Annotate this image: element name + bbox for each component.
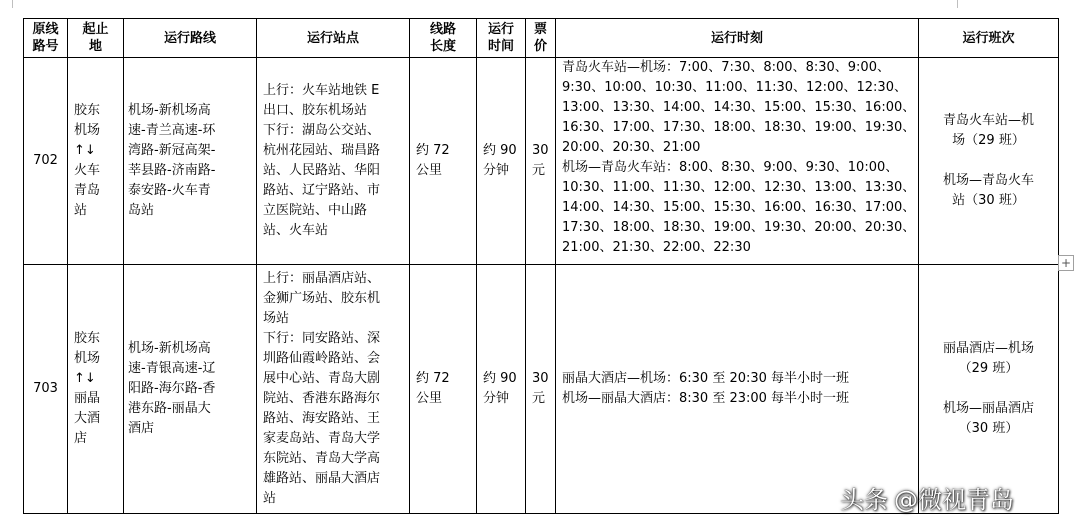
route-duration: 约 90 分钟 [477,265,526,514]
route-endpoints: 胶东 机场 ↑↓ 丽晶 大酒 店 [68,265,124,514]
header-fare: 票 价 [526,19,556,58]
header-schedule: 运行时刻 [556,19,919,58]
corner-mark-left [12,0,13,8]
watermark [840,478,1014,516]
watermark-account: @微视青岛 [894,485,1014,514]
watermark-platform: 头条 [840,485,888,514]
route-trips: 丽晶酒店—机场 （29 班） 机场—丽晶酒店 （30 班） [919,265,1059,514]
table-row [24,265,1059,514]
corner-mark-right [957,0,958,8]
route-duration: 约 90 分钟 [477,58,526,265]
route-fare: 30 元 [526,58,556,265]
header-length: 线路 长度 [410,19,477,58]
route-number: 703 [24,265,68,514]
route-trips: 青岛火车站—机 场（29 班） 机场—青岛火车 站（30 班） [919,58,1059,265]
header-duration: 运行 时间 [477,19,526,58]
header-route-path: 运行路线 [124,19,257,58]
route-path: 机场-新机场高 速-青兰高速-环 湾路-新冠高架- 莘县路-济南路- 泰安路-火车青 岛站 [124,58,257,265]
route-path: 机场-新机场高 速-青银高速-辽 阳路-海尔路-香 港东路-丽晶大 酒店 [124,265,257,514]
header-route-no: 原线 路号 [24,19,68,58]
route-schedule: 青岛火车站—机场：7:00、7:30、8:00、8:30、9:00、 9:30、10:00、10:30、11:00、11:30、12:00、12:30、 13:00、13:30、14:00、14:30、15:00、15:30、16:00、 16:30、17:00、17:30、18:00、18:30、19:00、19:30、 20:00、20:30、21:00 机场—青岛火车站：8:00、8:30、9:00、9:30、10:00、 10:30、11:00、11:30、12:00、12:30、13:00、13:30、 14:00、14:30、15:00、15:30、16:00、16:30、17:00、 17:30、18:00、18:30、19:00、19:30、20:00、20:30、 21:00、21:30、22:00、22:30 [556,58,919,265]
route-schedule: 丽晶大酒店—机场：6:30 至 20:30 每半小时一班 机场—丽晶大酒店：8:30 至 23:00 每半小时一班 [556,265,919,514]
header-trips: 运行班次 [919,19,1059,58]
route-number: 702 [24,58,68,265]
header-stops: 运行站点 [257,19,410,58]
route-stops: 上行：火车站地铁 E 出口、胶东机场站 下行：湖岛公交站、 杭州花园站、瑞昌路 站、人民路站、华阳 路站、辽宁路站、市 立医院站、中山路 站、火车站 [257,58,410,265]
plus-icon[interactable]: + [1058,255,1074,271]
route-length: 约 72 公里 [410,58,477,265]
header-endpoints: 起止 地 [68,19,124,58]
route-stops: 上行：丽晶酒店站、 金狮广场站、胶东机 场站 下行：同安路站、深 圳路仙霞岭路站、会 展中心站、青岛大剧 院站、香港东路海尔 路站、海安路站、王 家麦岛站、青岛大学 东院站、青岛大学高 雄路站、丽晶大酒店 站 [257,265,410,514]
table-row [24,58,1059,265]
bus-route-table [23,18,1059,514]
route-endpoints: 胶东 机场 ↑↓ 火车 青岛 站 [68,58,124,265]
route-fare: 30 元 [526,265,556,514]
route-length: 约 72 公里 [410,265,477,514]
table-header-row [24,19,1059,58]
